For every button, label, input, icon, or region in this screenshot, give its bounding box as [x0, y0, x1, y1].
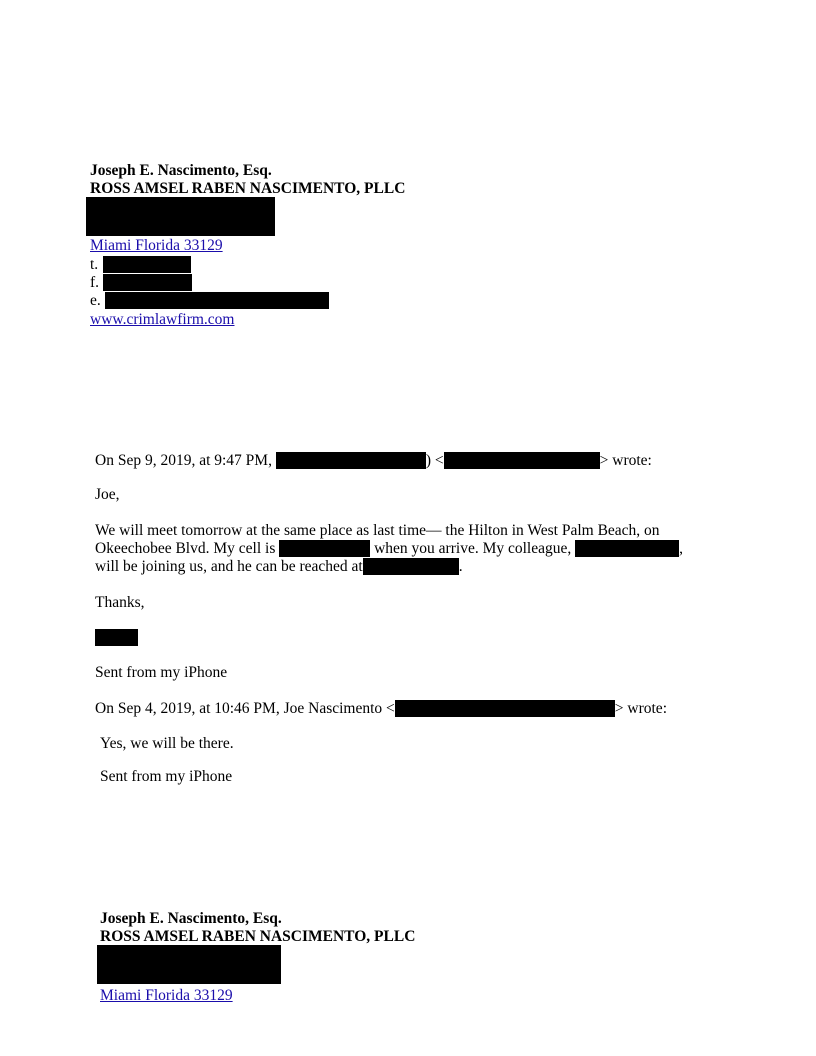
- redacted-address: [86, 197, 275, 236]
- signature-bottom-firm: ROSS AMSEL RABEN NASCIMENTO, PLLC: [100, 928, 416, 945]
- message1-body-line2-c: ,: [679, 540, 683, 557]
- redacted-fax: [103, 274, 192, 291]
- message2-header-prefix: On Sep 4, 2019, at 10:46 PM, Joe Nascimento <: [95, 700, 395, 717]
- message1-sent-from: Sent from my iPhone: [95, 664, 228, 681]
- message1-header-prefix: On Sep 9, 2019, at 9:47 PM,: [95, 452, 272, 469]
- redacted-email: [105, 292, 329, 309]
- message1-body-line3: [95, 558, 463, 576]
- redacted-cell-number: [279, 540, 370, 557]
- redacted-signoff-name: [95, 629, 138, 646]
- redacted-sender-name: [276, 452, 426, 469]
- signature-bottom-name: Joseph E. Nascimento, Esq.: [100, 910, 282, 927]
- message2-reply: Yes, we will be there.: [100, 735, 234, 752]
- message2-header: [95, 700, 667, 718]
- bottom-address-city-link[interactable]: Miami Florida 33129: [100, 987, 233, 1004]
- message1-header-paren: ): [425, 452, 432, 469]
- message1-body-line3-a: will be joining us, and he can be reached at: [95, 558, 363, 575]
- redacted-colleague-name: [575, 540, 679, 557]
- message1-greeting: Joe,: [95, 486, 120, 503]
- message2-header-suffix: > wrote:: [614, 700, 667, 717]
- message1-header: [95, 452, 652, 470]
- email-prefix: e.: [90, 292, 101, 309]
- redacted-colleague-phone: [363, 558, 459, 575]
- message1-body-line2: [95, 540, 683, 558]
- redacted-bottom-address: [97, 945, 281, 984]
- message1-body-line2-b: when you arrive. My colleague,: [374, 540, 572, 557]
- message1-body-line2-a: Okeechobee Blvd. My cell is: [95, 540, 276, 557]
- signature-firm: ROSS AMSEL RABEN NASCIMENTO, PLLC: [90, 180, 406, 197]
- address-city-link[interactable]: Miami Florida 33129: [90, 237, 223, 254]
- redacted-phone: [103, 256, 191, 273]
- redacted-sender-email: [444, 452, 600, 469]
- message1-header-suffix: > wrote:: [599, 452, 652, 469]
- message1-body-line3-b: .: [458, 558, 463, 575]
- phone-prefix: t.: [90, 256, 99, 273]
- website-link[interactable]: www.crimlawfirm.com: [90, 311, 235, 328]
- message2-sent-from: Sent from my iPhone: [100, 768, 233, 785]
- fax-prefix: f.: [90, 274, 100, 291]
- message1-header-lt: <: [434, 452, 444, 469]
- redacted-joe-email: [395, 700, 615, 717]
- message1-body-line1: We will meet tomorrow at the same place as last time— the Hilton in West Palm Beach, on: [95, 522, 660, 539]
- signature-name: Joseph E. Nascimento, Esq.: [90, 162, 272, 179]
- message1-closing: Thanks,: [95, 594, 145, 611]
